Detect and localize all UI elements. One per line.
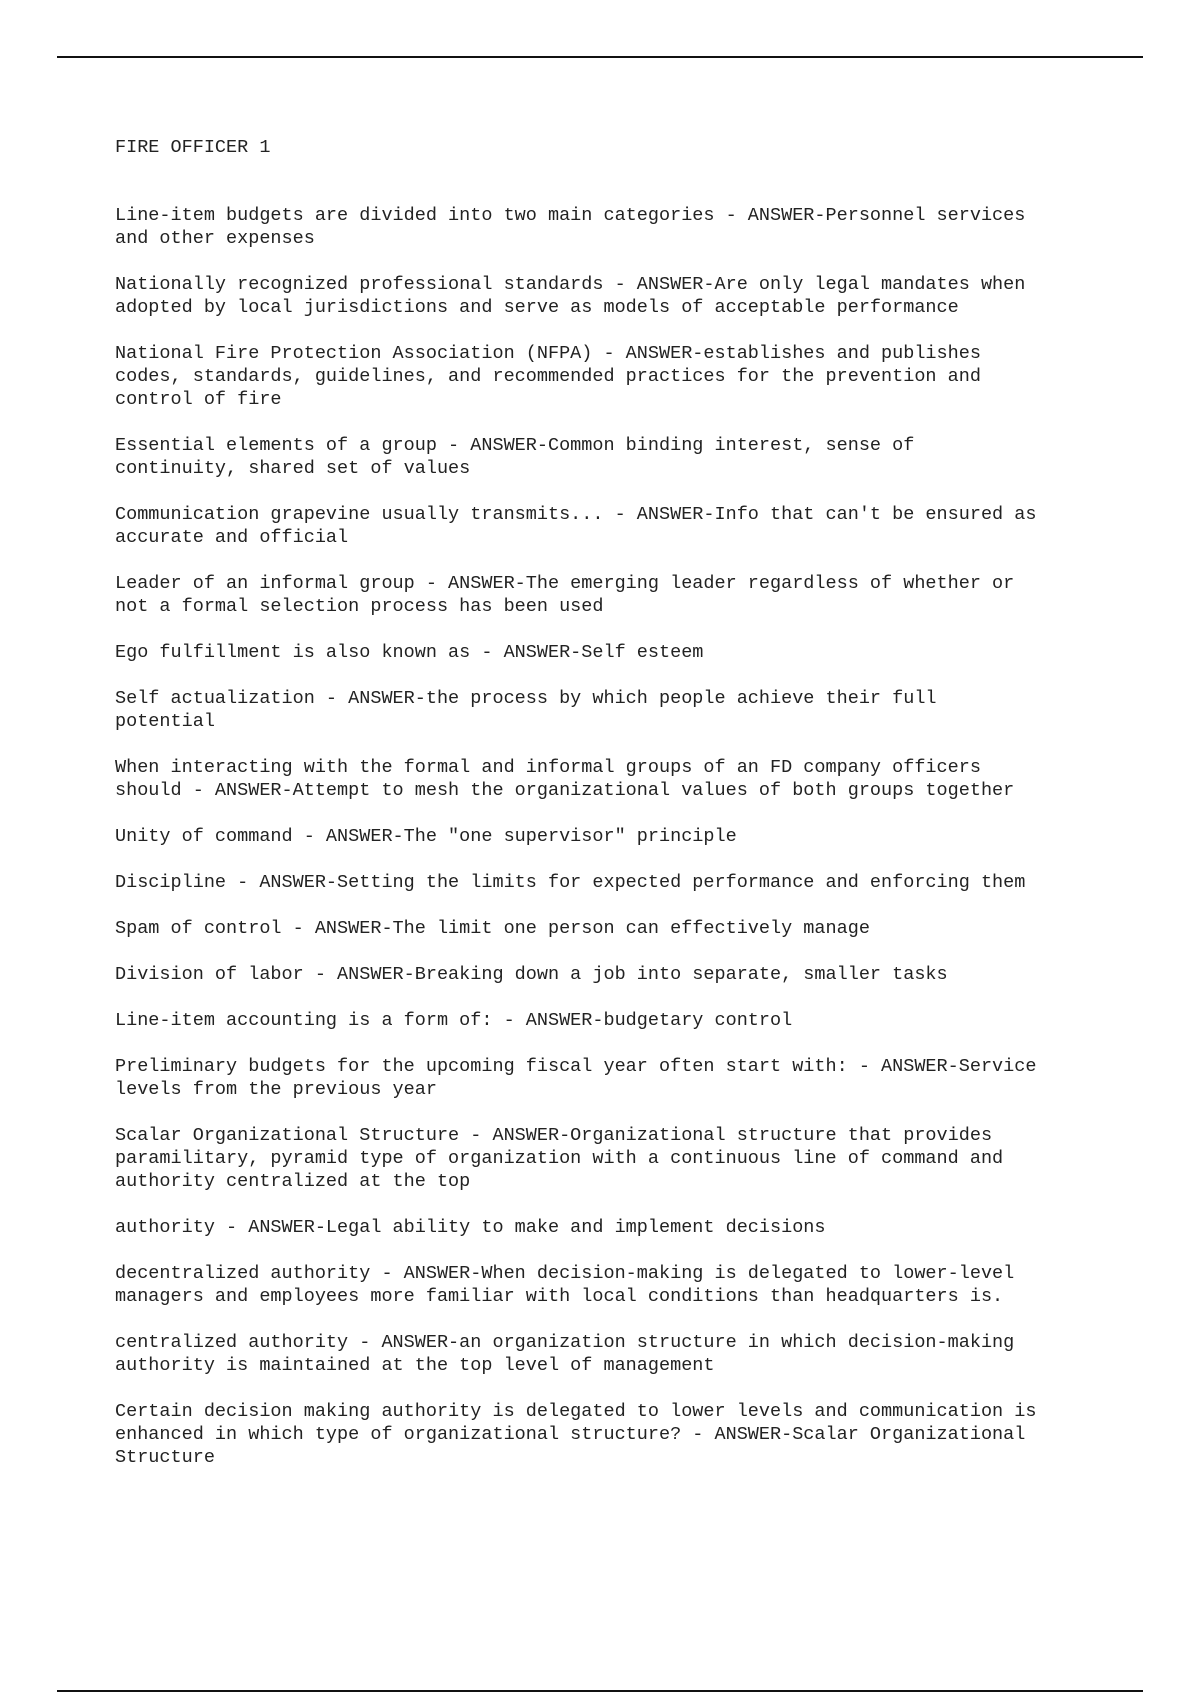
header-rule: [57, 56, 1143, 58]
document-title: FIRE OFFICER 1: [115, 137, 271, 158]
qa-entry: Essential elements of a group - ANSWER-Common binding interest, sense of continuity, shared set of values: [115, 435, 915, 479]
qa-entry: Ego fulfillment is also known as - ANSWER-Self esteem: [115, 642, 704, 663]
qa-entry: When interacting with the formal and informal groups of an FD company officers should - ANSWER-Attempt to mesh the organizational values of both groups together: [115, 757, 1015, 801]
qa-entry: Division of labor - ANSWER-Breaking down a job into separate, smaller tasks: [115, 964, 948, 985]
qa-entry: Self actualization - ANSWER-the process by which people achieve their full potential: [115, 688, 937, 732]
qa-entry: Nationally recognized professional standards - ANSWER-Are only legal mandates when adopted by local jurisdictions and serve as models of acceptable performance: [115, 274, 1026, 318]
document-body: [115, 136, 1135, 1492]
qa-entry: Discipline - ANSWER-Setting the limits for expected performance and enforcing them: [115, 872, 1026, 893]
qa-entry: Certain decision making authority is delegated to lower levels and communication is enhanced in which type of organizational structure? - ANSWER-Scalar Organizational Structure: [115, 1401, 1037, 1468]
qa-entry: Leader of an informal group - ANSWER-The emerging leader regardless of whether or not a formal selection process has been used: [115, 573, 1015, 617]
qa-entry: Preliminary budgets for the upcoming fiscal year often start with: - ANSWER-Service levels from the previous year: [115, 1056, 1037, 1100]
qa-entry: Unity of command - ANSWER-The "one supervisor" principle: [115, 826, 737, 847]
qa-entry: Spam of control - ANSWER-The limit one person can effectively manage: [115, 918, 870, 939]
qa-entry: Scalar Organizational Structure - ANSWER-Organizational structure that provides paramilitary, pyramid type of organization with a continuous line of command and authority centralized at the top: [115, 1125, 1004, 1192]
qa-list: [115, 204, 1135, 1469]
qa-entry: centralized authority - ANSWER-an organization structure in which decision-making authority is maintained at the top level of management: [115, 1332, 1015, 1376]
qa-entry: Line-item budgets are divided into two main categories - ANSWER-Personnel services and other expenses: [115, 205, 1026, 249]
qa-entry: Communication grapevine usually transmits... - ANSWER-Info that can't be ensured as accurate and official: [115, 504, 1037, 548]
qa-entry: authority - ANSWER-Legal ability to make and implement decisions: [115, 1217, 826, 1238]
qa-entry: National Fire Protection Association (NFPA) - ANSWER-establishes and publishes codes, standards, guidelines, and recommended practices for the prevention and control of fire: [115, 343, 981, 410]
footer-rule: [57, 1690, 1143, 1692]
qa-entry: decentralized authority - ANSWER-When decision-making is delegated to lower-level managers and employees more familiar with local conditions than headquarters is.: [115, 1263, 1015, 1307]
qa-entry: Line-item accounting is a form of: - ANSWER-budgetary control: [115, 1010, 793, 1031]
